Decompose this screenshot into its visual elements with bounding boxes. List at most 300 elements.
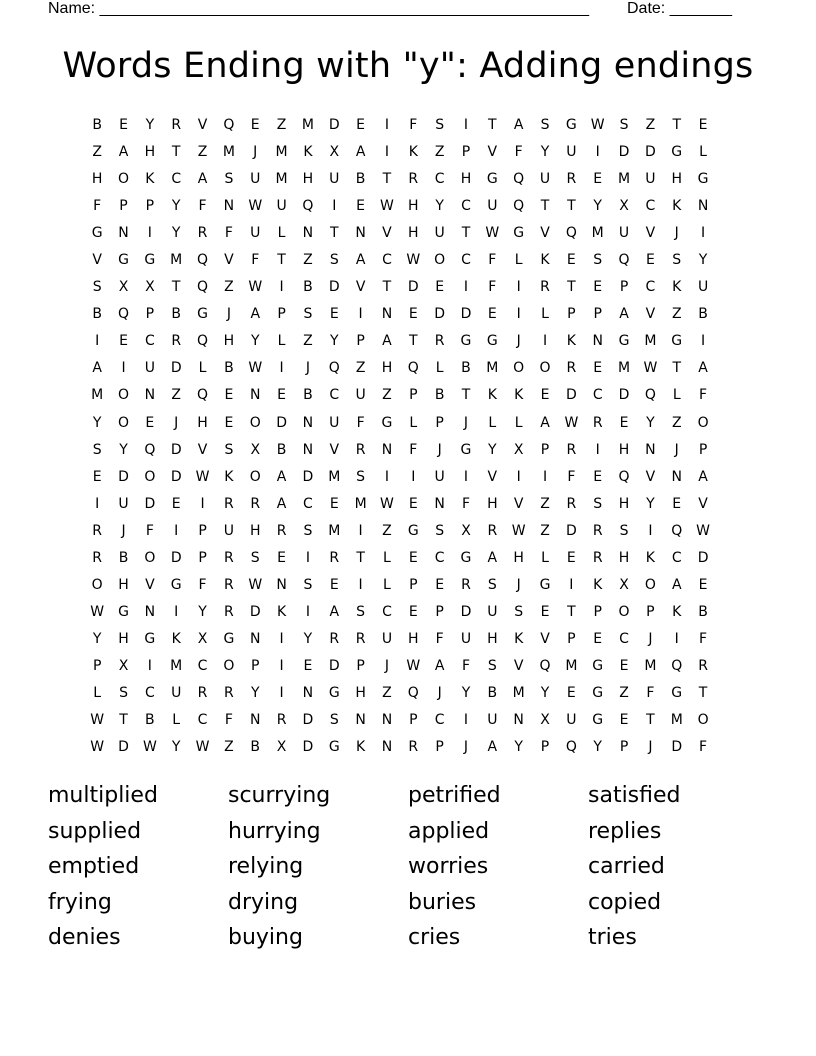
grid-letter: Y bbox=[593, 739, 602, 756]
grid-letter: K bbox=[171, 630, 181, 647]
grid-letter: H bbox=[144, 144, 156, 161]
grid-letter: T bbox=[171, 279, 181, 296]
grid-letter: B bbox=[434, 387, 445, 404]
grid-letter: D bbox=[460, 603, 472, 620]
grid-letter: Y bbox=[145, 117, 155, 133]
grid-letter: J bbox=[437, 441, 442, 458]
grid-letter: K bbox=[672, 603, 682, 620]
grid-letter: I bbox=[279, 279, 284, 296]
grid-letter: R bbox=[171, 333, 182, 350]
grid-letter: W bbox=[142, 739, 157, 756]
grid-letter: H bbox=[618, 495, 630, 512]
grid-letter: E bbox=[487, 306, 497, 323]
grid-letter: F bbox=[699, 630, 708, 647]
grid-letter: F bbox=[198, 576, 207, 593]
grid-letter: Y bbox=[92, 414, 102, 431]
grid-letter: G bbox=[618, 333, 630, 350]
grid-letter: E bbox=[435, 279, 445, 296]
grid-letter: Q bbox=[513, 171, 525, 188]
grid-letter: N bbox=[381, 739, 393, 756]
grid-letter: C bbox=[144, 684, 155, 701]
grid-letter: N bbox=[144, 603, 156, 620]
grid-letter: D bbox=[645, 144, 656, 161]
word-bank-item: emptied bbox=[48, 854, 140, 879]
grid-letter: R bbox=[329, 549, 340, 566]
grid-letter: K bbox=[672, 279, 682, 296]
grid-letter: W bbox=[590, 117, 605, 133]
grid-letter: N bbox=[302, 441, 314, 458]
grid-letter: B bbox=[92, 306, 102, 323]
grid-letter: J bbox=[253, 144, 258, 161]
grid-letter: U bbox=[355, 387, 366, 404]
grid-letter: R bbox=[566, 495, 577, 512]
grid-letter: O bbox=[697, 712, 709, 729]
grid-letter: N bbox=[381, 712, 393, 729]
grid-letter: N bbox=[302, 414, 314, 431]
grid-letter: C bbox=[329, 387, 340, 404]
grid-letter: Q bbox=[223, 117, 235, 133]
grid-letter: L bbox=[541, 306, 549, 323]
grid-letter: U bbox=[223, 522, 235, 539]
grid-letter: D bbox=[302, 468, 314, 485]
grid-letter: R bbox=[171, 117, 182, 133]
grid-letter: Z bbox=[355, 360, 366, 377]
grid-letter: S bbox=[356, 468, 366, 485]
grid-letter: W bbox=[248, 279, 263, 296]
grid-letter: Z bbox=[276, 117, 287, 133]
grid-letter: D bbox=[170, 441, 182, 458]
grid-letter: A bbox=[540, 414, 550, 431]
grid-letter: X bbox=[197, 630, 208, 647]
grid-letter: U bbox=[329, 171, 340, 188]
grid-letter: G bbox=[223, 630, 235, 647]
grid-letter: F bbox=[699, 739, 708, 756]
grid-letter: R bbox=[566, 441, 577, 458]
grid-letter: R bbox=[698, 657, 708, 674]
grid-letter: I bbox=[569, 576, 574, 593]
grid-letter: P bbox=[646, 603, 655, 620]
grid-letter: P bbox=[356, 657, 365, 674]
grid-letter: S bbox=[619, 117, 629, 133]
grid-letter: U bbox=[487, 603, 498, 620]
grid-letter: B bbox=[145, 712, 155, 729]
grid-letter: G bbox=[407, 522, 419, 539]
grid-letter: Y bbox=[92, 630, 102, 647]
grid-letter: I bbox=[200, 495, 205, 512]
grid-letter: C bbox=[144, 333, 155, 350]
grid-letter: L bbox=[383, 549, 391, 566]
grid-letter: H bbox=[408, 198, 419, 215]
grid-letter: I bbox=[701, 333, 706, 350]
grid-letter: D bbox=[697, 549, 709, 566]
grid-letter: H bbox=[355, 684, 366, 701]
grid-letter: T bbox=[119, 712, 128, 729]
grid-letter: G bbox=[565, 117, 577, 133]
grid-letter: Q bbox=[671, 522, 683, 539]
grid-letter: M bbox=[170, 252, 183, 269]
grid-letter: L bbox=[277, 225, 286, 242]
grid-letter: I bbox=[516, 279, 521, 296]
grid-letter: Y bbox=[198, 603, 207, 620]
grid-letter: U bbox=[144, 360, 155, 377]
grid-letter: G bbox=[460, 441, 472, 458]
grid-letter: W bbox=[406, 252, 421, 269]
word-bank-item: multiplied bbox=[48, 783, 158, 808]
grid-letter: M bbox=[644, 657, 657, 674]
grid-letter: R bbox=[276, 712, 287, 729]
grid-letter: H bbox=[381, 360, 393, 377]
grid-letter: T bbox=[171, 144, 181, 161]
grid-letter: N bbox=[355, 225, 366, 242]
grid-letter: Z bbox=[197, 144, 208, 161]
grid-letter: Q bbox=[197, 387, 209, 404]
grid-letter: F bbox=[251, 252, 260, 269]
grid-letter: N bbox=[223, 198, 235, 215]
grid-letter: I bbox=[279, 360, 284, 377]
grid-letter: T bbox=[698, 684, 708, 701]
grid-letter: C bbox=[197, 657, 208, 674]
grid-letter: E bbox=[329, 306, 339, 323]
grid-letter: J bbox=[174, 414, 179, 431]
grid-letter: F bbox=[224, 225, 233, 242]
grid-letter: W bbox=[564, 414, 579, 431]
grid-letter: D bbox=[328, 279, 340, 296]
grid-letter: A bbox=[434, 657, 445, 674]
grid-letter: V bbox=[698, 495, 708, 512]
grid-letter: T bbox=[567, 279, 576, 296]
grid-letter: I bbox=[358, 522, 363, 539]
grid-letter: S bbox=[593, 495, 603, 512]
grid-letter: Q bbox=[328, 360, 340, 377]
grid-letter: Z bbox=[92, 144, 102, 161]
grid-letter: G bbox=[697, 171, 709, 188]
grid-letter: U bbox=[487, 712, 498, 729]
grid-letter: T bbox=[329, 225, 339, 242]
grid-letter: Y bbox=[171, 225, 181, 242]
grid-letter: C bbox=[671, 549, 682, 566]
grid-letter: L bbox=[277, 333, 286, 350]
grid-letter: F bbox=[567, 468, 576, 485]
grid-letter: T bbox=[672, 117, 682, 133]
grid-letter: N bbox=[276, 576, 287, 593]
grid-letter: S bbox=[92, 441, 102, 458]
grid-letter: C bbox=[303, 495, 313, 512]
grid-letter: Y bbox=[646, 495, 655, 512]
grid-letter: H bbox=[249, 522, 261, 539]
grid-letter: V bbox=[197, 117, 208, 133]
grid-letter: P bbox=[698, 441, 708, 458]
word-bank-item: supplied bbox=[48, 818, 142, 844]
grid-letter: J bbox=[648, 739, 653, 756]
grid-letter: E bbox=[356, 198, 366, 215]
grid-letter: W bbox=[696, 522, 710, 539]
grid-letter: A bbox=[329, 603, 340, 620]
grid-letter: F bbox=[461, 495, 471, 512]
grid-letter: U bbox=[250, 225, 261, 242]
grid-letter: U bbox=[381, 630, 393, 647]
grid-letter: G bbox=[671, 144, 683, 161]
grid-letter: U bbox=[566, 712, 577, 729]
grid-letter: L bbox=[541, 549, 549, 566]
grid-letter: T bbox=[356, 549, 365, 566]
grid-letter: E bbox=[303, 657, 313, 674]
grid-letter: E bbox=[329, 576, 339, 593]
grid-letter: P bbox=[619, 739, 629, 756]
grid-letter: B bbox=[461, 360, 471, 377]
grid-letter: C bbox=[461, 198, 471, 215]
grid-letter: E bbox=[408, 495, 418, 512]
grid-letter: W bbox=[643, 360, 658, 377]
grid-letter: L bbox=[93, 684, 102, 701]
grid-letter: C bbox=[434, 549, 445, 566]
grid-letter: O bbox=[144, 468, 156, 485]
grid-letter: E bbox=[672, 495, 682, 512]
grid-letter: Y bbox=[250, 333, 260, 350]
grid-letter: K bbox=[303, 144, 313, 161]
grid-letter: X bbox=[250, 441, 261, 458]
grid-letter: A bbox=[487, 739, 498, 756]
grid-letter: R bbox=[592, 549, 603, 566]
grid-letter: R bbox=[276, 522, 287, 539]
grid-letter: R bbox=[540, 279, 550, 296]
grid-letter: D bbox=[671, 739, 683, 756]
grid-letter: I bbox=[332, 198, 337, 215]
grid-letter: H bbox=[671, 171, 682, 188]
grid-letter: N bbox=[302, 684, 314, 701]
grid-letter: R bbox=[355, 630, 366, 647]
letter-grid bbox=[84, 112, 716, 761]
grid-letter: H bbox=[618, 549, 630, 566]
grid-letter: X bbox=[619, 576, 629, 593]
grid-letter: M bbox=[275, 144, 288, 161]
grid-letter: E bbox=[145, 414, 155, 431]
grid-letter: N bbox=[671, 468, 682, 485]
word-bank-item: cries bbox=[408, 925, 461, 950]
grid-letter: D bbox=[434, 306, 446, 323]
grid-letter: I bbox=[516, 306, 521, 323]
grid-letter: Z bbox=[303, 252, 313, 269]
grid-letter: R bbox=[355, 441, 366, 458]
grid-letter: B bbox=[698, 603, 708, 620]
grid-letter: A bbox=[671, 576, 682, 593]
grid-letter: I bbox=[516, 468, 521, 485]
grid-letter: D bbox=[170, 549, 182, 566]
grid-letter: Q bbox=[513, 198, 525, 215]
grid-letter: H bbox=[91, 171, 103, 188]
grid-letter: I bbox=[279, 657, 284, 674]
grid-letter: N bbox=[249, 712, 261, 729]
grid-letter: E bbox=[619, 712, 629, 729]
grid-letter: O bbox=[91, 576, 103, 593]
grid-letter: V bbox=[645, 225, 656, 242]
grid-letter: L bbox=[488, 414, 497, 431]
grid-letter: Q bbox=[407, 360, 419, 377]
grid-letter: I bbox=[595, 441, 600, 458]
grid-letter: K bbox=[514, 630, 524, 647]
grid-letter: U bbox=[329, 414, 340, 431]
grid-letter: X bbox=[540, 712, 550, 729]
grid-letter: B bbox=[171, 306, 181, 323]
grid-letter: P bbox=[277, 306, 286, 323]
grid-letter: G bbox=[486, 171, 498, 188]
grid-letter: V bbox=[487, 468, 498, 485]
grid-letter: R bbox=[197, 684, 208, 701]
grid-letter: E bbox=[435, 576, 445, 593]
grid-letter: S bbox=[487, 576, 497, 593]
grid-letter: Q bbox=[118, 306, 130, 323]
grid-letter: U bbox=[250, 171, 261, 188]
grid-letter: S bbox=[435, 117, 445, 133]
grid-letter: Q bbox=[197, 279, 209, 296]
grid-letter: E bbox=[566, 549, 576, 566]
word-bank-item: copied bbox=[588, 889, 662, 915]
grid-letter: Y bbox=[303, 630, 313, 647]
grid-letter: X bbox=[276, 739, 287, 756]
grid-letter: E bbox=[408, 306, 418, 323]
grid-letter: B bbox=[118, 549, 129, 566]
grid-letter: M bbox=[328, 522, 341, 539]
grid-letter: I bbox=[95, 495, 100, 512]
grid-letter: A bbox=[355, 252, 366, 269]
grid-letter: Y bbox=[435, 198, 444, 215]
grid-letter: B bbox=[224, 360, 234, 377]
grid-letter: U bbox=[460, 630, 472, 647]
grid-letter: W bbox=[90, 739, 105, 756]
grid-letter: H bbox=[618, 441, 630, 458]
grid-letter: U bbox=[539, 171, 551, 188]
grid-letter: G bbox=[671, 333, 683, 350]
grid-letter: F bbox=[224, 712, 233, 729]
grid-letter: O bbox=[697, 414, 709, 431]
grid-letter: D bbox=[249, 603, 261, 620]
grid-letter: N bbox=[249, 630, 261, 647]
grid-letter: E bbox=[119, 333, 128, 350]
word-bank-item: buries bbox=[408, 889, 477, 915]
grid-letter: F bbox=[93, 198, 102, 215]
grid-letter: N bbox=[249, 387, 261, 404]
grid-letter: Q bbox=[197, 252, 209, 269]
grid-letter: Y bbox=[461, 684, 471, 701]
grid-letter: N bbox=[355, 712, 366, 729]
grid-letter: S bbox=[329, 252, 339, 269]
grid-letter: L bbox=[514, 252, 523, 269]
grid-letter: S bbox=[619, 522, 629, 539]
grid-letter: D bbox=[170, 360, 182, 377]
grid-letter: G bbox=[118, 252, 129, 269]
grid-letter: Q bbox=[302, 198, 314, 215]
grid-letter: S bbox=[119, 684, 128, 701]
grid-letter: U bbox=[697, 279, 709, 296]
grid-letter: G bbox=[144, 630, 156, 647]
grid-letter: B bbox=[303, 279, 313, 296]
grid-letter: K bbox=[224, 468, 234, 485]
grid-letter: H bbox=[513, 549, 524, 566]
grid-letter: V bbox=[329, 441, 340, 458]
grid-letter: V bbox=[224, 252, 234, 269]
grid-letter: I bbox=[542, 468, 548, 485]
grid-letter: D bbox=[328, 117, 340, 133]
grid-letter: R bbox=[461, 576, 471, 593]
grid-letter: I bbox=[174, 603, 179, 620]
grid-letter: T bbox=[488, 117, 497, 133]
grid-letter: A bbox=[276, 468, 287, 485]
grid-letter: D bbox=[170, 468, 182, 485]
grid-letter: R bbox=[592, 522, 603, 539]
grid-letter: E bbox=[698, 576, 708, 593]
grid-letter: A bbox=[382, 333, 392, 350]
grid-letter: K bbox=[645, 549, 655, 566]
grid-letter: S bbox=[303, 306, 313, 323]
grid-letter: E bbox=[593, 279, 603, 296]
grid-letter: J bbox=[516, 333, 521, 350]
grid-letter: T bbox=[382, 171, 392, 188]
grid-letter: U bbox=[645, 171, 656, 188]
grid-letter: E bbox=[566, 252, 576, 269]
grid-letter: G bbox=[671, 684, 683, 701]
grid-letter: M bbox=[170, 657, 183, 674]
grid-letter: L bbox=[172, 712, 181, 729]
grid-letter: N bbox=[592, 333, 603, 350]
grid-letter: T bbox=[382, 279, 392, 296]
page-title: Words Ending with "y": Adding endings bbox=[62, 46, 754, 86]
grid-letter: G bbox=[460, 333, 472, 350]
grid-letter: S bbox=[303, 576, 313, 593]
grid-letter: Y bbox=[540, 144, 550, 161]
grid-letter: O bbox=[644, 576, 656, 593]
grid-letter: B bbox=[250, 739, 261, 756]
grid-letter: A bbox=[118, 144, 129, 161]
grid-letter: R bbox=[566, 171, 577, 188]
grid-letter: W bbox=[195, 468, 210, 485]
grid-letter: P bbox=[356, 333, 365, 350]
grid-letter: Z bbox=[540, 522, 550, 539]
grid-letter: T bbox=[461, 387, 471, 404]
grid-letter: B bbox=[487, 684, 498, 701]
grid-letter: O bbox=[539, 360, 551, 377]
grid-letter: Y bbox=[593, 198, 602, 215]
grid-letter: Y bbox=[171, 739, 181, 756]
grid-letter: Z bbox=[645, 117, 656, 133]
word-bank-item: denies bbox=[48, 925, 121, 950]
grid-letter: Q bbox=[197, 333, 209, 350]
grid-letter: X bbox=[118, 279, 129, 296]
grid-letter: T bbox=[540, 198, 550, 215]
grid-letter: K bbox=[145, 171, 155, 188]
grid-letter: X bbox=[619, 198, 629, 215]
grid-letter: H bbox=[487, 495, 498, 512]
grid-letter: R bbox=[329, 630, 340, 647]
grid-letter: R bbox=[224, 549, 234, 566]
grid-letter: C bbox=[434, 171, 445, 188]
grid-letter: U bbox=[171, 684, 182, 701]
grid-letter: T bbox=[409, 333, 418, 350]
grid-letter: R bbox=[197, 225, 208, 242]
grid-letter: C bbox=[592, 387, 603, 404]
grid-letter: B bbox=[92, 117, 102, 133]
grid-letter: G bbox=[592, 657, 604, 674]
grid-letter: A bbox=[355, 144, 366, 161]
grid-letter: R bbox=[224, 495, 234, 512]
grid-letter: E bbox=[619, 414, 629, 431]
grid-letter: I bbox=[121, 360, 126, 377]
grid-letter: M bbox=[354, 495, 367, 512]
grid-letter: V bbox=[540, 630, 550, 647]
grid-letter: J bbox=[516, 576, 521, 593]
grid-letter: E bbox=[250, 117, 260, 133]
word-bank-item: tries bbox=[588, 925, 637, 950]
grid-letter: P bbox=[567, 306, 576, 323]
grid-letter: W bbox=[248, 360, 263, 377]
